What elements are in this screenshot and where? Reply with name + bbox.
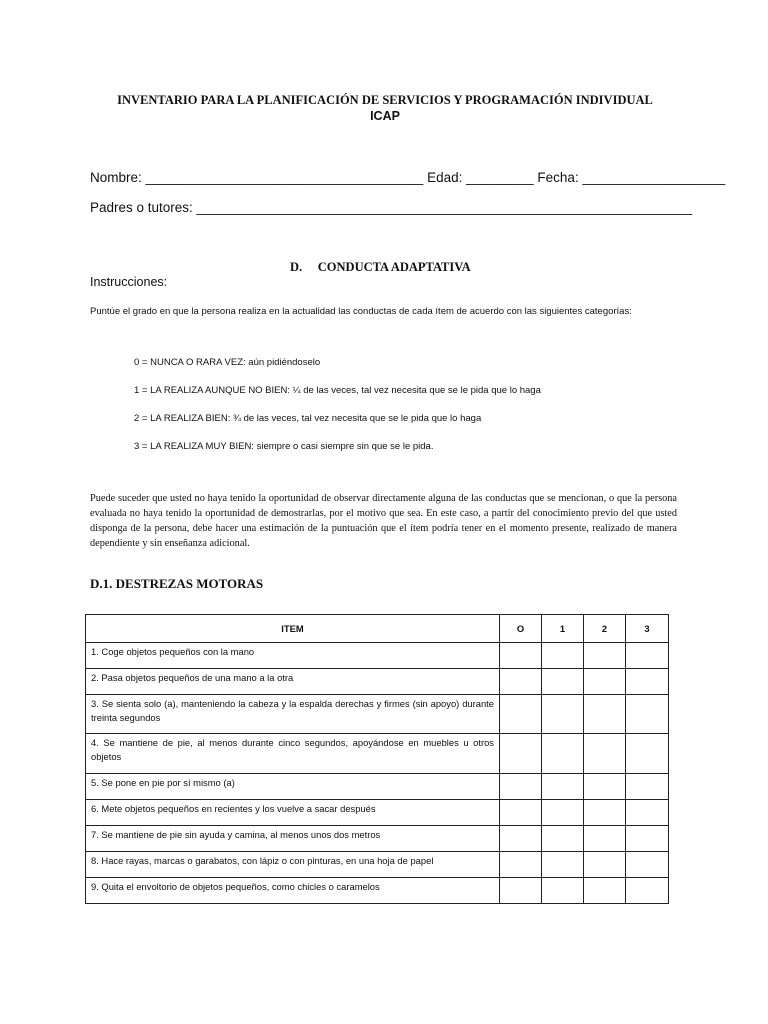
score-cell-0[interactable] [500,800,542,826]
score-cell-2[interactable] [584,669,626,695]
score-cell-1[interactable] [542,878,584,904]
note-paragraph: Puede suceder que usted no haya tenido la oportunidad de observar directamente alguna de las conductas que se mencionan, o que la persona evaluada no haya tenido la oportunidad de demostrarlas, por el motivo que sea. En este caso, a partir del conocimiento previo del que usted disponga de la persona, debe hacer una estimación de la puntuación que el ítem podría tener en el momento presente, realizado de manera dependiente y sin enseñanza adicional. [90,493,677,549]
document-title: INVENTARIO PARA LA PLANIFICACIÓN DE SERVICIOS Y PROGRAMACIÓN INDIVIDUAL [117,93,653,107]
section-d-title: D. CONDUCTA ADAPTATIVA [290,260,471,274]
score-cell-3[interactable] [626,800,669,826]
score-cell-0[interactable] [500,695,542,734]
item-text: 6. Mete objetos pequeños en recientes y los vuelve a sacar después [86,800,500,826]
scale-0: 0 = NUNCA O RARA VEZ: aún pidiéndoselo [134,357,321,368]
header-score-0: O [500,615,542,643]
table-row [86,774,669,800]
score-cell-3[interactable] [626,826,669,852]
padres-field[interactable]: Padres o tutores: __________________________________________________________________ [90,200,693,215]
item-text: 5. Se pone en pie por sí mismo (a) [86,774,500,800]
item-text: 1. Coge objetos pequeños con la mano [86,643,500,669]
table-row [86,852,669,878]
scale-3: 3 = LA REALIZA MUY BIEN: siempre o casi siempre sin que se le pida. [134,441,434,452]
table-row [86,695,669,734]
score-cell-2[interactable] [584,800,626,826]
score-cell-1[interactable] [542,734,584,774]
score-cell-1[interactable] [542,695,584,734]
score-cell-2[interactable] [584,852,626,878]
item-text: 8. Hace rayas, marcas o garabatos, con lápiz o con pinturas, en una hoja de papel [86,852,500,878]
score-cell-1[interactable] [542,643,584,669]
header-score-1: 1 [542,615,584,643]
motor-skills-table [85,614,669,904]
score-cell-3[interactable] [626,878,669,904]
section-d1-title: D.1. DESTREZAS MOTORAS [90,576,264,591]
score-cell-2[interactable] [584,695,626,734]
score-cell-2[interactable] [584,734,626,774]
score-cell-0[interactable] [500,643,542,669]
scale-1: 1 = LA REALIZA AUNQUE NO BIEN: ¼ de las veces, tal vez necesita que se le pida que lo haga [134,385,541,396]
table-row [86,826,669,852]
score-cell-1[interactable] [542,669,584,695]
header-item: ITEM [86,615,500,643]
score-cell-0[interactable] [500,878,542,904]
score-cell-3[interactable] [626,852,669,878]
document-subtitle: ICAP [370,109,400,123]
item-text: 9. Quita el envoltorio de objetos pequeños, como chicles o caramelos [86,878,500,904]
table-header-row [86,615,669,643]
table-row [86,800,669,826]
score-cell-3[interactable] [626,774,669,800]
score-cell-0[interactable] [500,669,542,695]
score-cell-1[interactable] [542,774,584,800]
item-text: 2. Pasa objetos pequeños de una mano a la otra [86,669,500,695]
score-cell-1[interactable] [542,826,584,852]
table-row [86,669,669,695]
header-score-3: 3 [626,615,669,643]
score-cell-0[interactable] [500,734,542,774]
score-cell-0[interactable] [500,826,542,852]
table-row [86,643,669,669]
item-text: 7. Se mantiene de pie sin ayuda y camina, al menos unos dos metros [86,826,500,852]
table-row [86,734,669,774]
score-cell-0[interactable] [500,852,542,878]
item-text: 3. Se sienta solo (a), manteniendo la cabeza y la espalda derechas y firmes (sin apoyo) durante treinta segundos [86,695,500,734]
header-score-2: 2 [584,615,626,643]
score-cell-2[interactable] [584,643,626,669]
item-text: 4. Se mantiene de pie, al menos durante cinco segundos, apoyándose en muebles u otros objetos [86,734,500,774]
score-cell-0[interactable] [500,774,542,800]
instructions-text: Puntúe el grado en que la persona realiza en la actualidad las conductas de cada ítem de acuerdo con las siguientes categorías: [90,306,632,317]
scale-2: 2 = LA REALIZA BIEN: ¾ de las veces, tal vez necesita que se le pida que lo haga [134,413,482,424]
score-cell-2[interactable] [584,774,626,800]
score-cell-3[interactable] [626,695,669,734]
instructions-label: Instrucciones: [90,275,168,289]
score-cell-1[interactable] [542,852,584,878]
score-cell-1[interactable] [542,800,584,826]
score-cell-2[interactable] [584,826,626,852]
score-cell-3[interactable] [626,643,669,669]
score-cell-3[interactable] [626,669,669,695]
nombre-field[interactable]: Nombre: _____________________________________ Edad: _________ Fecha: ___________________ [90,170,726,185]
score-cell-3[interactable] [626,734,669,774]
table-row [86,878,669,904]
score-cell-2[interactable] [584,878,626,904]
